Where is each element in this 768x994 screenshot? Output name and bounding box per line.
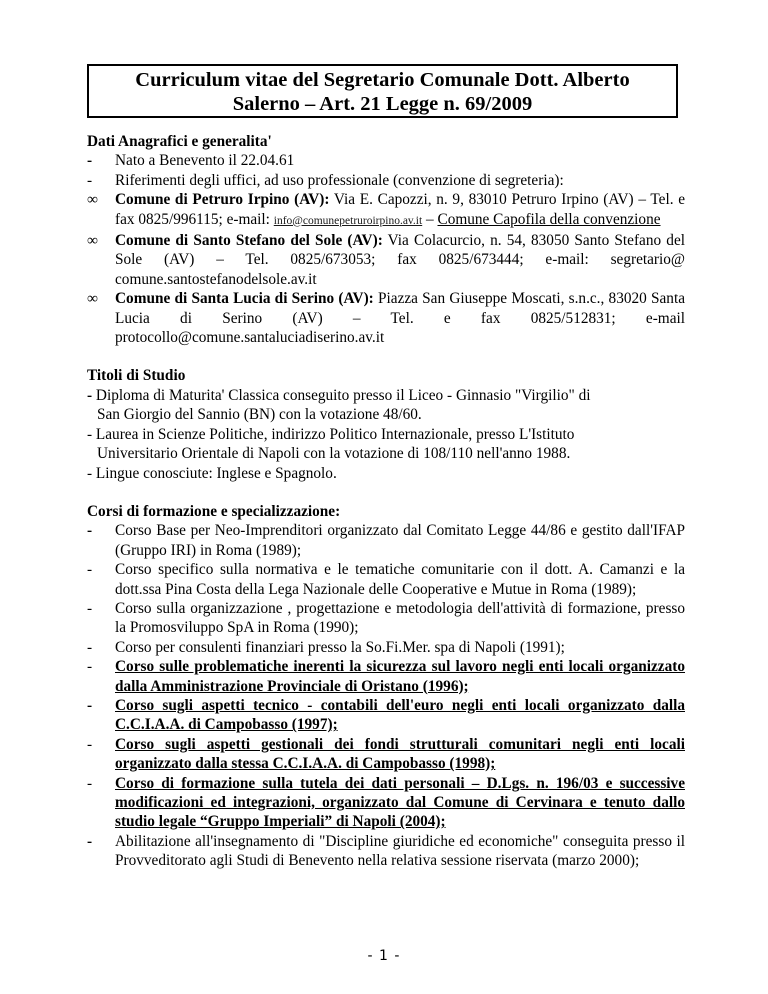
dash-bullet: - [87,832,93,850]
comune-item [87,289,685,347]
comune-address: Via Colacurcio, n. 54, 83050 Santo Stefano del Sole (AV) – Tel. 0825/673053; fax 0825/673444; e-mail: segretario@ comune.santostefanodelsole.av.it [115,232,685,288]
dash-bullet: - [87,522,93,540]
comune-address: Piazza San Giuseppe Moscati, s.n.c., 83020 Santa Lucia di Serino (AV) – Tel. e fax 0825/512831; e-mail protocollo@comune.santaluciadiserino.av.it [115,290,685,347]
studio-line: - Lingue conosciute: Inglese e Spagnolo. [87,464,337,482]
course-item: - Corso Base per Neo-Imprenditori organizzato dal Comitato Legge 44/86 e gestito dall'IFAP (Gruppo IRI) in Roma (1989); [87,522,685,559]
infinity-bullet-icon: ∞ [87,290,98,308]
title-line-1: Curriculum vitae del Segretario Comunale Dott. Alberto [135,69,630,91]
course-item: - Corso sugli aspetti tecnico - contabili dell'euro negli enti locali organizzato dalla C.C.I.A.A. di Campobasso (1997); [87,696,685,734]
studio-line: - Laurea in Scienze Politiche, indirizzo Politico Internazionale, presso L'Istituto [87,425,575,443]
course-item: - Abilitazione all'insegnamento di "Discipline giuridiche ed economiche" conseguita presso il Provveditorato agli Studi di Benevento nella relativa sessione riservata (marzo 2000); [87,832,685,870]
comune-contact: – Tel. e fax 0825/996115; e-mail: [115,191,686,228]
comune-item [87,231,685,289]
dash-bullet: - [87,171,93,189]
dash-bullet: - [87,735,93,753]
capofila-note: Comune Capofila della convenzione [437,210,661,228]
section-heading-studio: Titoli di Studio [87,367,186,385]
page-number: - 1 - [367,948,401,964]
comune-address: Via E. Capozzi, n. 9, 83010 Petruro Irpino (AV) [329,191,634,209]
course-item: - Corso sulla organizzazione , progettazione e metodologia dell'attività di formazione, presso la Promosviluppo SpA in Roma (1990); [87,599,685,637]
comune-name: Comune di Santo Stefano del Sole (AV): [115,232,383,250]
email-link[interactable]: info@comunepetruroirpino.av.it [273,214,423,227]
dash-bullet: - [87,599,93,617]
dash-bullet: - [87,638,93,656]
infinity-bullet-icon: ∞ [87,191,98,209]
dash-bullet: - [87,152,93,170]
separator: – [422,210,438,228]
comune-name: Comune di Santa Lucia di Serino (AV): [115,290,374,308]
dash-bullet: - [87,658,93,676]
studio-line: San Giorgio del Sannio (BN) con la votazione 48/60. [97,406,422,424]
course-item: - Corso sulle problematiche inerenti la sicurezza sul lavoro negli enti locali organizzato dalla Amministrazione Provinciale di Oristano (1996); [87,658,685,695]
document-body [87,132,685,871]
studio-line: Universitario Orientale di Napoli con la votazione di 108/110 nell'anno 1988. [97,445,571,463]
document-title [87,64,678,118]
section-heading-corsi: Corsi di formazione e specializzazione: [87,502,341,520]
comune-name: Comune di Petruro Irpino (AV): [115,191,330,209]
course-item: - Corso per consulenti finanziari presso la So.Fi.Mer. spa di Napoli (1991); [87,638,565,656]
infinity-bullet-icon: ∞ [87,232,98,250]
dash-bullet: - [87,774,93,792]
comune-item [87,190,685,231]
studio-line: - Diploma di Maturita' Classica conseguito presso il Liceo - Ginnasio "Virgilio" di [87,386,591,404]
list-item [87,151,685,170]
dash-bullet: - [87,696,93,714]
course-item: - Corso specifico sulla normativa e le tematiche comunitarie con il dott. A. Camanzi e la dott.ssa Pina Costa della Lega Nazionale delle Cooperative e Mutue in Roma (1989); [87,561,685,598]
course-item: - Corso sugli aspetti gestionali dei fondi strutturali comunitari negli enti locali organizzato dalla stessa C.C.I.A.A. di Campobasso (1998); [87,735,685,773]
dash-bullet: - [87,561,93,579]
title-line-2: Salerno – Art. 21 Legge n. 69/2009 [232,93,533,115]
section-heading-anagrafici: Dati Anagrafici e generalita' [87,133,272,150]
course-item: - Corso di formazione sulla tutela dei dati personali – D.Lgs. n. 196/03 e successive modificazioni ed integrazioni, organizzato dal Comune di Cervinara e tenuto dallo studio legale “Gruppo Imperiali” di Napoli (2004); [87,774,685,831]
born-text: Nato a Benevento il 22.04.61 [115,152,295,170]
uffici-text: Riferimenti degli uffici, ad uso professionale (convenzione di segreteria): [115,171,564,189]
list-item [87,171,685,190]
